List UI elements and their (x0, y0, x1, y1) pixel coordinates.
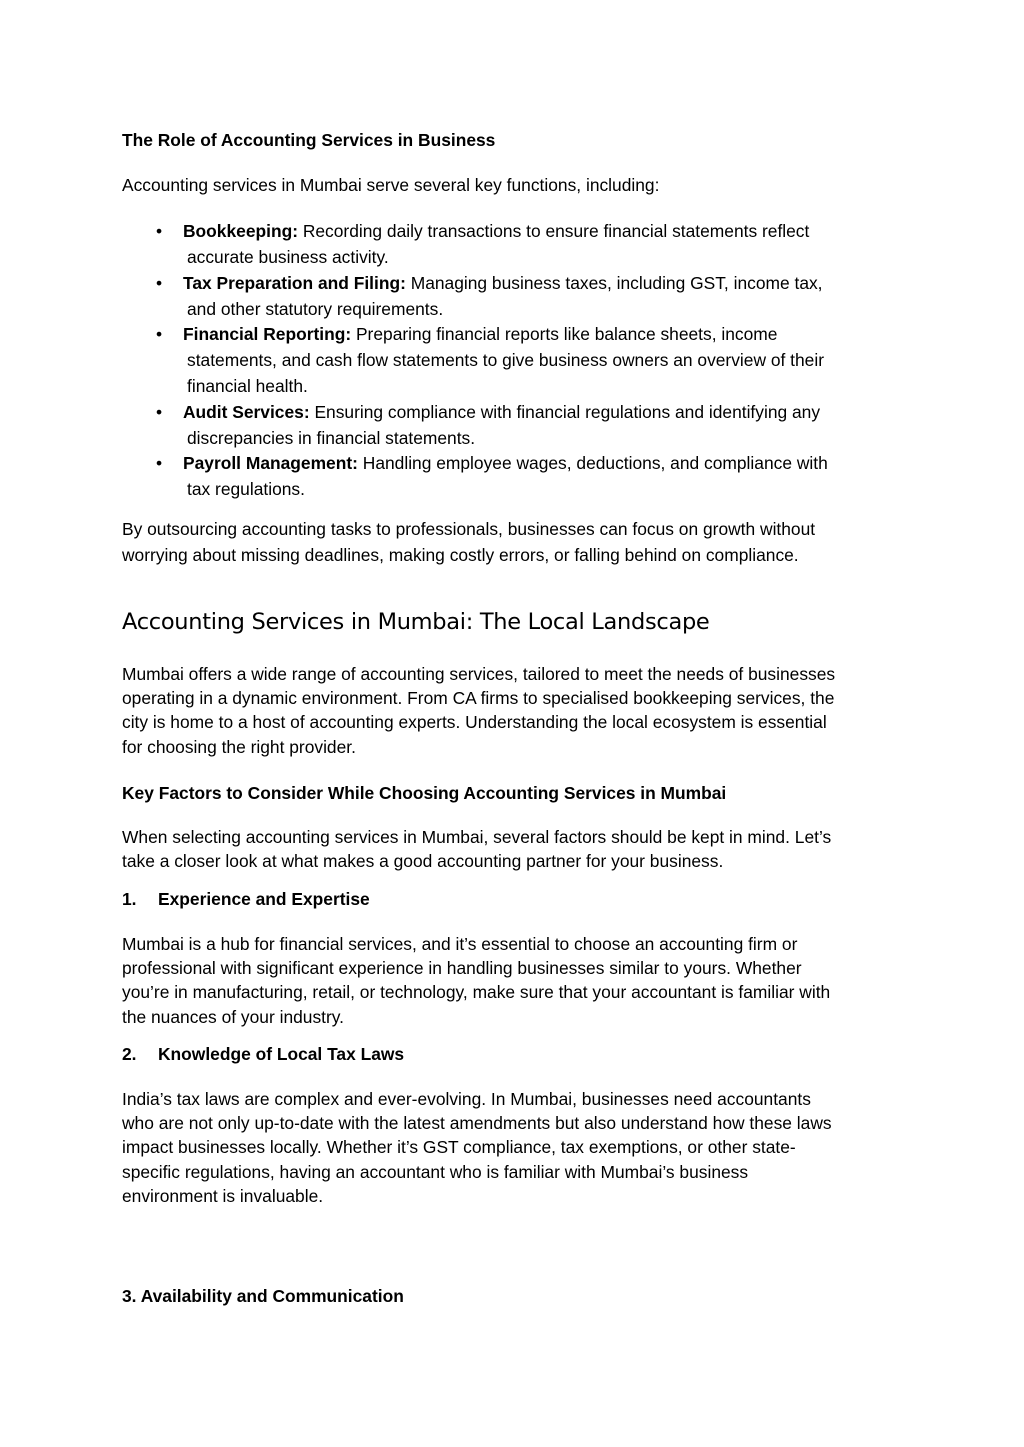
factor-title: Knowledge of Local Tax Laws (158, 1044, 405, 1064)
paragraph-line: impact businesses locally. Whether it’s GST compliance, tax exemptions, or other state- (122, 1137, 796, 1158)
paragraph-line: city is home to a host of accounting experts. Understanding the local ecosystem is essential (122, 712, 827, 733)
paragraph-line: take a closer look at what makes a good accounting partner for your business. (122, 851, 724, 872)
bullet-glyph: • (156, 221, 163, 241)
list-item-term: Financial Reporting: (183, 324, 352, 344)
factor-title: Experience and Expertise (158, 889, 370, 909)
section-intro-paragraph: Accounting services in Mumbai serve several key functions, including: (122, 175, 660, 195)
paragraph-line: operating in a dynamic environment. From CA firms to specialised bookkeeping services, the (122, 688, 835, 709)
bullet-glyph: • (156, 324, 163, 344)
paragraph-line: By outsourcing accounting tasks to professionals, businesses can focus on growth without (122, 519, 816, 539)
factor-heading-availability: 3. Availability and Communication (122, 1286, 404, 1306)
paragraph-line: you’re in manufacturing, retail, or technology, make sure that your accountant is familiar with (122, 982, 831, 1003)
paragraph-line: worrying about missing deadlines, making costly errors, or falling behind on compliance. (122, 544, 799, 565)
list-item-text: Preparing financial reports like balance sheets, income (351, 324, 778, 344)
local-landscape-paragraph (122, 662, 835, 759)
list-item-text-continued: accurate business activity. (187, 246, 389, 267)
paragraph-line: who are not only up-to-date with the latest amendments but also understand how these laws (122, 1113, 832, 1134)
factor-heading-local-tax-laws (122, 1042, 404, 1066)
paragraph-line: specific regulations, having an accountant who is familiar with Mumbai’s business (122, 1161, 749, 1182)
paragraph-line: for choosing the right provider. (122, 736, 356, 757)
list-item-text-continued: discrepancies in financial statements. (187, 427, 476, 448)
paragraph-line: Mumbai offers a wide range of accounting services, tailored to meet the needs of businesses (122, 664, 836, 684)
paragraph-line: India’s tax laws are complex and ever-evolving. In Mumbai, businesses need accountants (122, 1089, 811, 1109)
factor-heading-experience (122, 887, 370, 911)
list-item-term: Audit Services: (183, 402, 310, 422)
section-heading-local-landscape: Accounting Services in Mumbai: The Local Landscape (122, 609, 710, 635)
list-item-text-continued: tax regulations. (187, 478, 305, 499)
bullet-glyph: • (156, 273, 163, 293)
paragraph-line: When selecting accounting services in Mumbai, several factors should be kept in mind. Let’s (122, 827, 832, 847)
list-item-text-continued: statements, and cash flow statements to give business owners an overview of their (187, 349, 825, 370)
factor-paragraph-local-tax-laws (122, 1087, 832, 1208)
subheading-key-factors: Key Factors to Consider While Choosing Accounting Services in Mumbai (122, 783, 727, 803)
list-item-text: Handling employee wages, deductions, and compliance with (357, 453, 828, 473)
bullet-glyph: • (156, 402, 163, 422)
list-item-term: Bookkeeping: (183, 221, 298, 241)
paragraph-line: professional with significant experience in handling businesses similar to yours. Whether (122, 958, 802, 979)
paragraph-line: environment is invaluable. (122, 1185, 324, 1206)
list-item-term: Tax Preparation and Filing: (183, 273, 406, 293)
list-item-text-continued: financial health. (187, 375, 308, 396)
section-heading-role-of-accounting: The Role of Accounting Services in Business (122, 130, 496, 150)
factor-number: 2. (122, 1044, 137, 1064)
list-item-text: Recording daily transactions to ensure financial statements reflect (297, 221, 810, 241)
factor-paragraph-experience (122, 932, 830, 1029)
factor-number: 1. (122, 889, 137, 909)
list-item-text-continued: and other statutory requirements. (187, 298, 444, 319)
paragraph-line: the nuances of your industry. (122, 1006, 345, 1027)
list-item-term: Payroll Management: (183, 453, 358, 473)
list-item-text: Ensuring compliance with financial regulations and identifying any (309, 402, 821, 422)
key-factors-intro-paragraph (122, 825, 831, 873)
bullet-glyph: • (156, 453, 163, 473)
paragraph-line: Mumbai is a hub for financial services, and it’s essential to choose an accounting firm or (122, 934, 798, 954)
outsourcing-paragraph (122, 517, 815, 568)
list-item-text: Managing business taxes, including GST, income tax, (405, 273, 823, 293)
